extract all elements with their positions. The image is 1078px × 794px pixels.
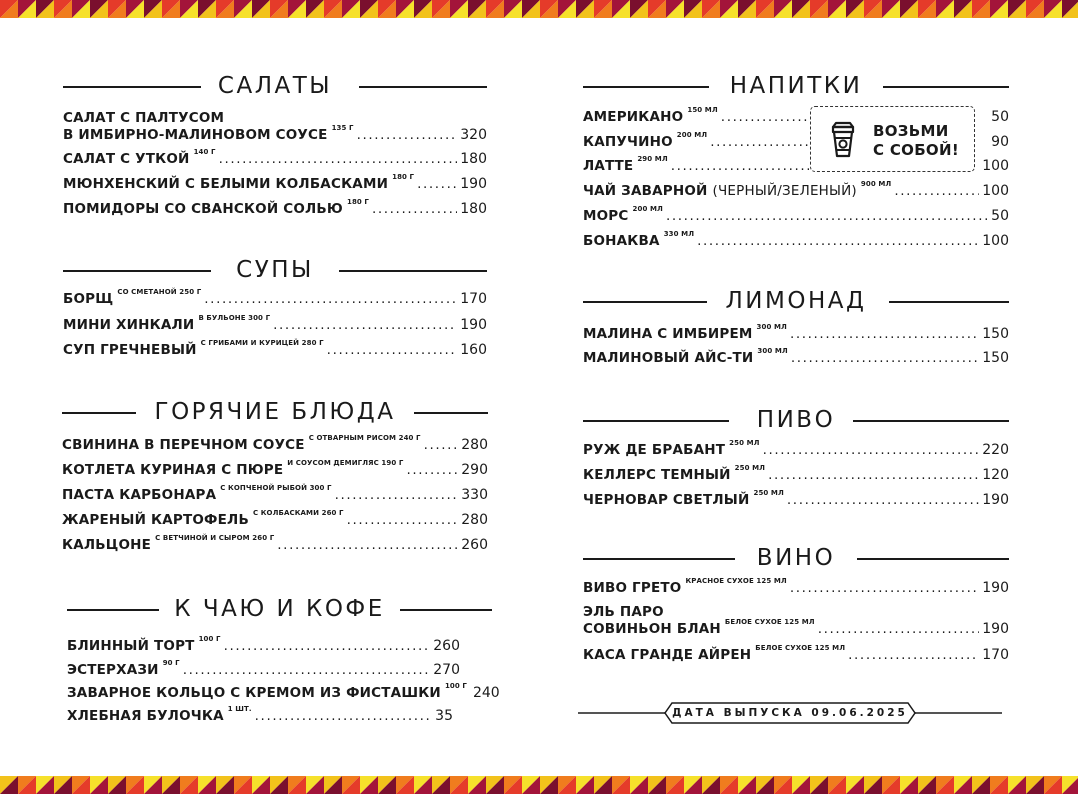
item-price: 260	[461, 537, 488, 553]
dot-leader	[347, 511, 459, 529]
release-date-text: ДАТА ВЫПУСКА 09.06.2025	[672, 707, 908, 719]
item-name: АМЕРИКАНО	[583, 109, 684, 125]
dot-leader	[219, 150, 458, 168]
menu-item	[63, 175, 487, 193]
item-name: БОРЩ	[63, 291, 114, 307]
item-note: 180 Г	[392, 173, 415, 181]
dot-leader	[671, 157, 809, 175]
menu-item	[67, 707, 453, 725]
item-name: ЭСТЕРХАЗИ	[67, 662, 159, 678]
section-heading	[583, 406, 1009, 436]
item-price: 170	[460, 291, 487, 307]
item-price: 320	[460, 127, 487, 143]
item-price: 180	[460, 201, 487, 217]
item-note: 140 Г	[193, 148, 216, 156]
top-decorative-stripe	[0, 0, 1078, 18]
menu-item	[583, 182, 1009, 200]
item-note: 200 МЛ	[676, 131, 708, 139]
item-price: 100	[982, 158, 1009, 174]
item-name: МИНИ ХИНКАЛИ	[63, 317, 195, 333]
menu-item	[63, 150, 487, 168]
menu-item	[63, 341, 487, 359]
takeaway-text	[873, 122, 959, 160]
item-note: КРАСНОЕ СУХОЕ 125 МЛ	[685, 577, 787, 585]
section-beer	[583, 406, 1009, 508]
item-price: 270	[433, 662, 460, 678]
item-note: 250 МЛ	[729, 439, 760, 447]
menu-item	[62, 511, 488, 529]
item-note: 135 Г	[331, 124, 354, 132]
item-name: В ИМБИРНО-МАЛИНОВОМ СОУСЕ	[63, 127, 328, 143]
item-price: 50	[991, 109, 1009, 125]
item-price: 120	[982, 467, 1009, 483]
item-name: МАЛИНОВЫЙ АЙС-ТИ	[583, 350, 754, 366]
menu-item	[63, 290, 487, 308]
menu-item	[63, 316, 487, 334]
release-date-banner	[578, 700, 1002, 726]
heading-rule-right	[853, 420, 1009, 422]
item-name: РУЖ ДЕ БРАБАНТ	[583, 442, 726, 458]
bottom-decorative-stripe	[0, 776, 1078, 794]
item-name: МЮНХЕНСКИЙ С БЕЛЫМИ КОЛБАСКАМИ	[63, 176, 389, 192]
item-name: КАПУЧИНО	[583, 134, 673, 150]
item-name: ПАСТА КАРБОНАРА	[62, 487, 217, 503]
item-name: СОВИНЬОН БЛАН	[583, 621, 721, 637]
section-title: ПИВО	[756, 407, 836, 433]
menu-item	[583, 207, 1009, 225]
dot-leader	[790, 579, 979, 597]
item-price: 240	[472, 685, 500, 701]
menu-item	[583, 349, 1009, 367]
item-note: СО СМЕТАНОЙ 250 Г	[117, 288, 202, 296]
item-note: 200 МЛ	[632, 205, 663, 213]
section-salads	[63, 72, 487, 217]
item-name: ЧАЙ ЗАВАРНОЙ	[583, 183, 708, 199]
dot-leader	[273, 316, 457, 334]
menu-item	[62, 536, 488, 554]
item-note: 100 Г	[444, 682, 467, 690]
dot-leader	[424, 436, 459, 454]
section-heading	[583, 72, 1009, 102]
item-name: КОТЛЕТА КУРИНАЯ С ПЮРЕ	[62, 462, 284, 478]
menu-item	[583, 108, 812, 126]
item-note: 250 МЛ	[734, 464, 766, 472]
dot-leader	[255, 707, 433, 725]
item-name: СУП ГРЕЧНЕВЫЙ	[63, 342, 197, 358]
item-name: ЖАРЕНЫЙ КАРТОФЕЛЬ	[62, 512, 249, 528]
heading-rule-right	[339, 270, 487, 272]
section-wine	[583, 544, 1009, 663]
section-hot-dishes	[62, 398, 488, 553]
item-name: КАЛЬЦОНЕ	[62, 537, 152, 553]
item-price: 190	[460, 176, 487, 192]
menu-item	[62, 461, 488, 479]
item-name: СВИНИНА В ПЕРЕЧНОМ СОУСЕ	[62, 437, 305, 453]
item-name: БЛИННЫЙ ТОРТ	[67, 638, 195, 654]
item-note: С ОТВАРНЫМ РИСОМ 240 Г	[308, 434, 421, 442]
section-title: ГОРЯЧИЕ БЛЮДА	[154, 399, 396, 425]
item-name: КАСА ГРАНДЕ АЙРЕН	[583, 647, 752, 663]
item-note: С КОЛБАСКАМИ 260 Г	[252, 509, 344, 517]
item-price: 280	[461, 437, 488, 453]
dot-leader	[277, 536, 458, 554]
dot-leader	[818, 620, 980, 638]
item-note: 1 ШТ.	[227, 705, 252, 713]
section-heading	[63, 72, 487, 102]
menu-item	[583, 232, 1009, 250]
menu-item	[583, 579, 1009, 597]
release-rule-left	[578, 712, 668, 714]
dot-leader	[710, 133, 809, 151]
item-price: 190	[982, 580, 1009, 596]
section-title: НАПИТКИ	[729, 73, 863, 99]
dot-leader	[406, 461, 458, 479]
dot-leader	[666, 207, 988, 225]
item-price: 100	[982, 233, 1009, 249]
dot-leader	[721, 108, 809, 126]
section-tea-coffee	[67, 595, 500, 724]
menu-item	[583, 646, 1009, 664]
dot-leader	[335, 486, 459, 504]
section-heading	[583, 544, 1009, 574]
section-lemonade	[583, 287, 1009, 366]
heading-rule-right	[889, 301, 1009, 303]
item-name-line1: САЛАТ С ПАЛТУСОМ	[63, 110, 225, 126]
item-name: ЗАВАРНОЕ КОЛЬЦО С КРЕМОМ ИЗ ФИСТАШКИ	[67, 685, 441, 701]
item-price: 90	[991, 134, 1009, 150]
takeaway-line2: С СОБОЙ!	[873, 141, 959, 159]
item-note: 300 МЛ	[756, 323, 787, 331]
item-note: БЕЛОЕ СУХОЕ 125 МЛ	[724, 618, 815, 626]
item-price: 330	[461, 487, 488, 503]
section-title: К ЧАЮ И КОФЕ	[174, 596, 385, 622]
dot-leader	[787, 491, 979, 509]
item-note: С ГРИБАМИ И КУРИЦЕЙ 280 Г	[200, 339, 324, 347]
menu-item	[583, 603, 664, 621]
item-note: 290 МЛ	[637, 155, 668, 163]
item-name: ВИВО ГРЕТО	[583, 580, 682, 596]
item-price: 280	[461, 512, 488, 528]
item-note: БЕЛОЕ СУХОЕ 125 МЛ	[755, 644, 846, 652]
dot-leader	[791, 349, 979, 367]
dot-leader	[848, 646, 979, 664]
item-price: 180	[460, 151, 487, 167]
item-note: 330 МЛ	[663, 230, 695, 238]
dot-leader	[417, 175, 457, 193]
menu-item	[583, 491, 1009, 509]
section-title: ЛИМОНАД	[725, 288, 867, 314]
item-name: ЛАТТЕ	[583, 158, 634, 174]
dot-leader	[894, 182, 979, 200]
item-price: 220	[982, 442, 1009, 458]
item-name: МАЛИНА С ИМБИРЕМ	[583, 326, 753, 342]
item-price: 260	[433, 638, 460, 654]
dot-leader	[183, 661, 431, 679]
item-price: 190	[460, 317, 487, 333]
item-price: 150	[982, 326, 1009, 342]
item-price: 150	[982, 350, 1009, 366]
menu-item	[62, 486, 488, 504]
dot-leader	[790, 325, 979, 343]
menu-item	[583, 133, 812, 151]
section-heading	[63, 256, 487, 286]
takeaway-line1: ВОЗЬМИ	[873, 122, 949, 140]
dot-leader	[763, 441, 980, 459]
item-price: 50	[991, 208, 1009, 224]
item-note: В БУЛЬОНЕ 300 Г	[198, 314, 271, 322]
menu-item	[67, 661, 460, 679]
menu-item	[583, 325, 1009, 343]
item-name: БОНАКВА	[583, 233, 660, 249]
dot-leader	[357, 126, 458, 144]
section-soups	[63, 256, 487, 358]
item-name: КЕЛЛЕРС ТЕМНЫЙ	[583, 467, 731, 483]
item-name-detail: (ЧЕРНЫЙ/ЗЕЛЕНЫЙ)	[712, 183, 857, 199]
menu-item	[583, 157, 812, 175]
menu-item	[583, 466, 1009, 484]
heading-rule-right	[857, 558, 1009, 560]
menu-item	[63, 109, 224, 127]
coffee-cup-icon	[829, 121, 857, 159]
item-name: ПОМИДОРЫ СО СВАНСКОЙ СОЛЬЮ	[63, 201, 343, 217]
item-name: МОРС	[583, 208, 629, 224]
item-price: 160	[460, 342, 487, 358]
item-note: И СОУСОМ ДЕМИГЛЯС 190 Г	[287, 459, 404, 467]
item-note: 150 МЛ	[687, 106, 718, 114]
section-title: ВИНО	[756, 545, 836, 571]
item-note: 300 МЛ	[757, 347, 788, 355]
menu-item	[63, 200, 487, 218]
item-price: 290	[461, 462, 488, 478]
heading-rule-right	[883, 86, 1009, 88]
heading-rule-right	[414, 412, 488, 414]
item-price: 190	[982, 621, 1009, 637]
dot-leader	[204, 290, 457, 308]
item-price: 100	[982, 183, 1009, 199]
item-name: ЧЕРНОВАР СВЕТЛЫЙ	[583, 492, 750, 508]
heading-rule-right	[400, 609, 492, 611]
menu-item	[62, 436, 488, 454]
takeaway-badge	[810, 106, 975, 172]
section-title: СУПЫ	[236, 257, 314, 283]
item-note: С ВЕТЧИНОЙ И СЫРОМ 260 Г	[155, 534, 275, 542]
item-note: С КОПЧЕНОЙ РЫБОЙ 300 Г	[220, 484, 332, 492]
dot-leader	[697, 232, 979, 250]
menu-item	[63, 126, 487, 144]
item-price: 190	[982, 492, 1009, 508]
dot-leader	[768, 466, 979, 484]
item-name: САЛАТ С УТКОЙ	[63, 151, 190, 167]
section-title: САЛАТЫ	[217, 73, 333, 99]
menu-item	[67, 682, 500, 702]
item-note: 250 МЛ	[753, 489, 784, 497]
heading-rule-right	[359, 86, 487, 88]
item-price: 170	[982, 647, 1009, 663]
item-note: 90 Г	[162, 659, 180, 667]
menu-item	[583, 441, 1009, 459]
section-heading	[62, 398, 488, 428]
dot-leader	[224, 637, 431, 655]
dot-leader	[372, 200, 457, 218]
item-note: 180 Г	[346, 198, 369, 206]
menu-item	[583, 620, 1009, 638]
item-note: 100 Г	[198, 635, 221, 643]
release-rule-right	[912, 712, 1002, 714]
section-heading	[67, 595, 492, 625]
dot-leader	[327, 341, 458, 359]
section-heading	[583, 287, 1009, 317]
item-name: ХЛЕБНАЯ БУЛОЧКА	[67, 708, 224, 724]
item-price: 35	[435, 708, 453, 724]
item-note: 900 МЛ	[860, 180, 892, 188]
menu-item	[67, 637, 460, 655]
item-name-line1: ЭЛЬ ПАРО	[583, 604, 664, 620]
